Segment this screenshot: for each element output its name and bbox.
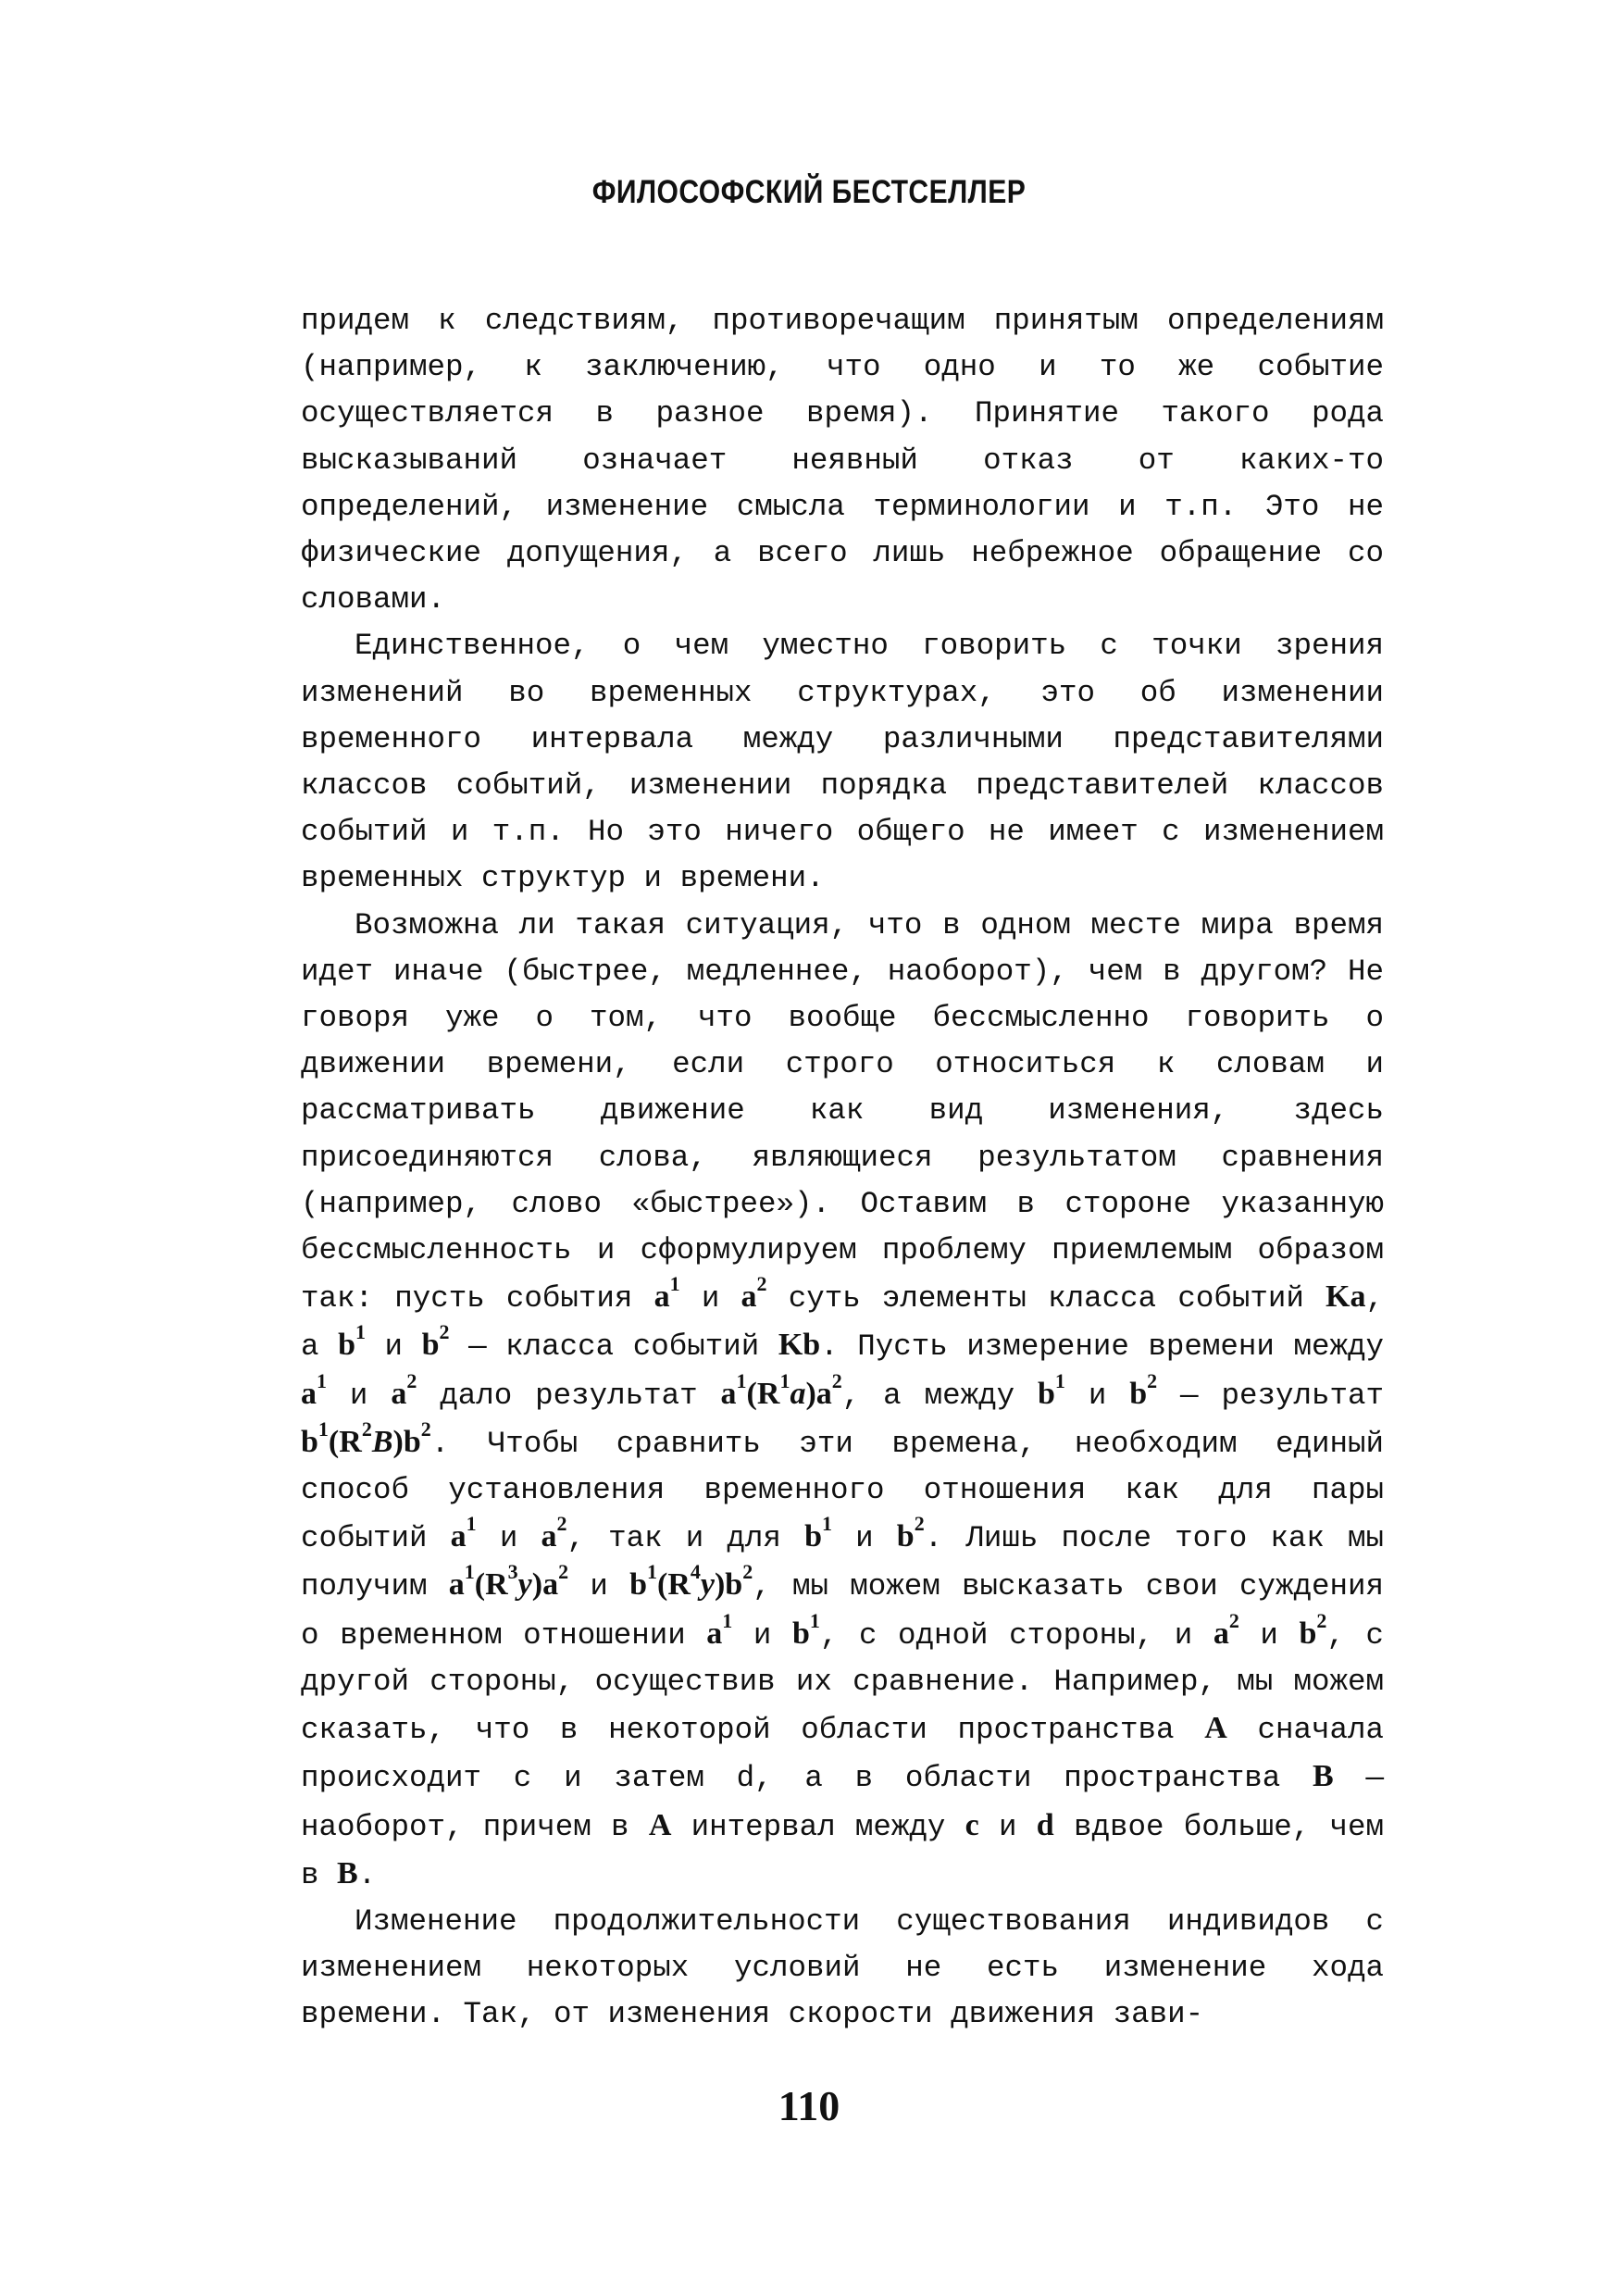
symbol-italic-y: y: [517, 1567, 532, 1603]
text-run: , с другой стороны, осуществив их сравнение. Например, мы можем сказать, что в некоторой области пространства: [301, 1617, 1384, 1748]
superscript: 1: [317, 1416, 329, 1441]
text-run: — класса событий: [449, 1329, 778, 1365]
text-run: суть элементы класса событий: [766, 1281, 1326, 1316]
symbol-a: a: [541, 1519, 557, 1554]
symbol-a: a: [706, 1616, 723, 1651]
symbol-region-b: B: [337, 1855, 358, 1890]
superscript: 2: [420, 1416, 431, 1441]
superscript: 2: [1316, 1608, 1327, 1632]
superscript: 1: [779, 1368, 790, 1392]
paragraph-4: Изменение продолжительности существования индивидов с изменением некоторых условий не есть изменение хода времени. Так, от изменения скорости движения зави-: [301, 1903, 1384, 2032]
superscript: 1: [466, 1512, 477, 1536]
symbol-c: c: [965, 1807, 979, 1842]
superscript: 1: [355, 1320, 366, 1344]
text-run: . Чтобы сравнить эти времена, необходим единый способ установления временного отношения как для пары событий: [301, 1426, 1384, 1556]
text-run: и: [365, 1329, 422, 1365]
body-text: [301, 298, 1384, 2039]
symbol-r: R: [339, 1424, 362, 1459]
text-run: , мы можем высказать свои суждения о временном отношении: [301, 1569, 1384, 1653]
superscript: 1: [669, 1272, 680, 1296]
symbol-a: a: [720, 1376, 737, 1411]
paren: ): [714, 1567, 726, 1603]
superscript: 4: [690, 1560, 701, 1584]
text-run: и: [1238, 1617, 1300, 1653]
superscript: 2: [1228, 1608, 1239, 1632]
superscript: 2: [406, 1368, 417, 1392]
symbol-region-a: A: [648, 1807, 672, 1842]
symbol-kb: Kb: [778, 1328, 821, 1363]
text-run: дало результат: [417, 1378, 721, 1413]
text-run: . Лишь после того как мы получим: [301, 1521, 1384, 1604]
superscript: 2: [1147, 1368, 1158, 1392]
paragraph-2: Единственное, о чем уместно говорить с точки зрения изменений во временных структурах, это об изменении временного интервала между различными представителями классов событий, изменении порядка представителей классов событий и т.п. Но это ничего общего не имеет с изменением временных структур и времени.: [301, 629, 1384, 896]
paren: ): [805, 1376, 816, 1411]
text-run: сначала происходит c и затем d, а в области пространства: [301, 1713, 1384, 1796]
superscript: 1: [809, 1608, 820, 1632]
superscript: 2: [831, 1368, 842, 1392]
symbol-italic-y: y: [700, 1567, 715, 1603]
symbol-a: a: [448, 1567, 465, 1603]
paren: (: [746, 1376, 757, 1411]
superscript: 1: [646, 1560, 657, 1584]
text-run: и: [679, 1281, 741, 1316]
superscript: 1: [1054, 1368, 1065, 1392]
page-number: 110: [778, 2082, 840, 2129]
text-run: и: [832, 1521, 897, 1556]
symbol-a: a: [542, 1567, 559, 1603]
symbol-a: a: [741, 1279, 757, 1315]
text-run: Возможна ли такая ситуация, что в одном месте мира время идет иначе (быстрее, медленнее, наоборот), чем в другом? Не говоря уже о том, что вообще бессмысленно говорить о движении времени, если строго относиться к словам и рассматривать движение как вид изменения, здесь присоединяются слова, являющиеся результатом сравнения (например, слово «быстрее»). Оставим в стороне указанную бессмысленность и сформулируем проблему приемлемым образом так: пусть события: [301, 907, 1384, 1316]
superscript: 2: [742, 1560, 753, 1584]
paragraph-1: придем к следствиям, противоречащим принятым определениям (например, к заключению, что одно и то же событие осуществляется в разное время). Принятие такого рода высказываний означает неявный отказ от каких-то определений, изменение смысла терминологии и т.п. Это не физические допущения, а всего лишь небрежное обращение со словами.: [301, 304, 1384, 618]
symbol-r: R: [667, 1567, 691, 1603]
superscript: 1: [464, 1560, 475, 1584]
superscript: 2: [556, 1512, 567, 1536]
symbol-b: b: [896, 1519, 915, 1554]
symbol-a: a: [301, 1376, 317, 1411]
paren: (: [474, 1567, 486, 1603]
text-run: , с одной стороны, и: [819, 1617, 1214, 1653]
symbol-a: a: [815, 1376, 832, 1411]
text-run: и: [476, 1521, 541, 1556]
symbol-r: R: [756, 1376, 780, 1411]
superscript: 1: [822, 1512, 832, 1536]
symbol-italic-b: B: [371, 1424, 393, 1459]
text-run: и: [327, 1378, 392, 1413]
symbol-b: b: [791, 1616, 810, 1651]
superscript: 3: [507, 1560, 518, 1584]
text-run: , а: [301, 1281, 1385, 1365]
paren: ): [531, 1567, 543, 1603]
symbol-b: b: [301, 1424, 318, 1459]
symbol-b: b: [725, 1567, 743, 1603]
paren: (: [328, 1424, 340, 1459]
symbol-b: b: [1129, 1376, 1148, 1411]
text-run: и: [732, 1617, 792, 1653]
text-run: и: [978, 1809, 1037, 1844]
text-run: интервал между: [671, 1809, 965, 1844]
symbol-b: b: [1037, 1376, 1055, 1411]
symbol-b: b: [1299, 1616, 1317, 1651]
text-run: — результат: [1157, 1378, 1384, 1413]
symbol-region-b: B: [1313, 1759, 1334, 1794]
text-run: .: [357, 1857, 377, 1892]
symbol-a: a: [450, 1519, 467, 1554]
superscript: 2: [439, 1320, 450, 1344]
text-run: . Пусть измерение времени между: [820, 1329, 1384, 1365]
symbol-b: b: [629, 1567, 647, 1603]
superscript: 2: [361, 1416, 372, 1441]
running-header: ФИЛОСОФСКИЙ БЕСТСЕЛЛЕР: [591, 174, 1027, 210]
text-run: вдвое больше, чем в: [301, 1809, 1385, 1892]
superscript: 1: [722, 1608, 733, 1632]
symbol-a: a: [1213, 1616, 1229, 1651]
symbol-d: d: [1036, 1807, 1054, 1842]
symbol-b: b: [804, 1519, 822, 1554]
paren: ): [392, 1424, 404, 1459]
superscript: 2: [558, 1560, 569, 1584]
text-run: , а между: [841, 1378, 1038, 1413]
superscript: 2: [914, 1512, 925, 1536]
superscript: 2: [756, 1272, 767, 1296]
paren: (: [656, 1567, 668, 1603]
symbol-ka: Ka: [1326, 1279, 1366, 1315]
symbol-a: a: [653, 1279, 670, 1315]
superscript: 1: [736, 1368, 747, 1392]
text-run: — наоборот, причем в: [301, 1761, 1385, 1844]
symbol-r: R: [485, 1567, 508, 1603]
paragraph-3: [301, 903, 1384, 1899]
text-run: и: [568, 1569, 630, 1604]
text-run: и: [1088, 1378, 1130, 1413]
superscript: 1: [317, 1368, 327, 1392]
symbol-a: a: [391, 1376, 407, 1411]
symbol-region-a: A: [1204, 1711, 1227, 1746]
symbol-b: b: [421, 1328, 440, 1363]
text-run: , так и для: [566, 1521, 805, 1556]
symbol-b: b: [403, 1424, 421, 1459]
symbol-italic-a: a: [790, 1376, 806, 1411]
symbol-b: b: [338, 1328, 355, 1363]
